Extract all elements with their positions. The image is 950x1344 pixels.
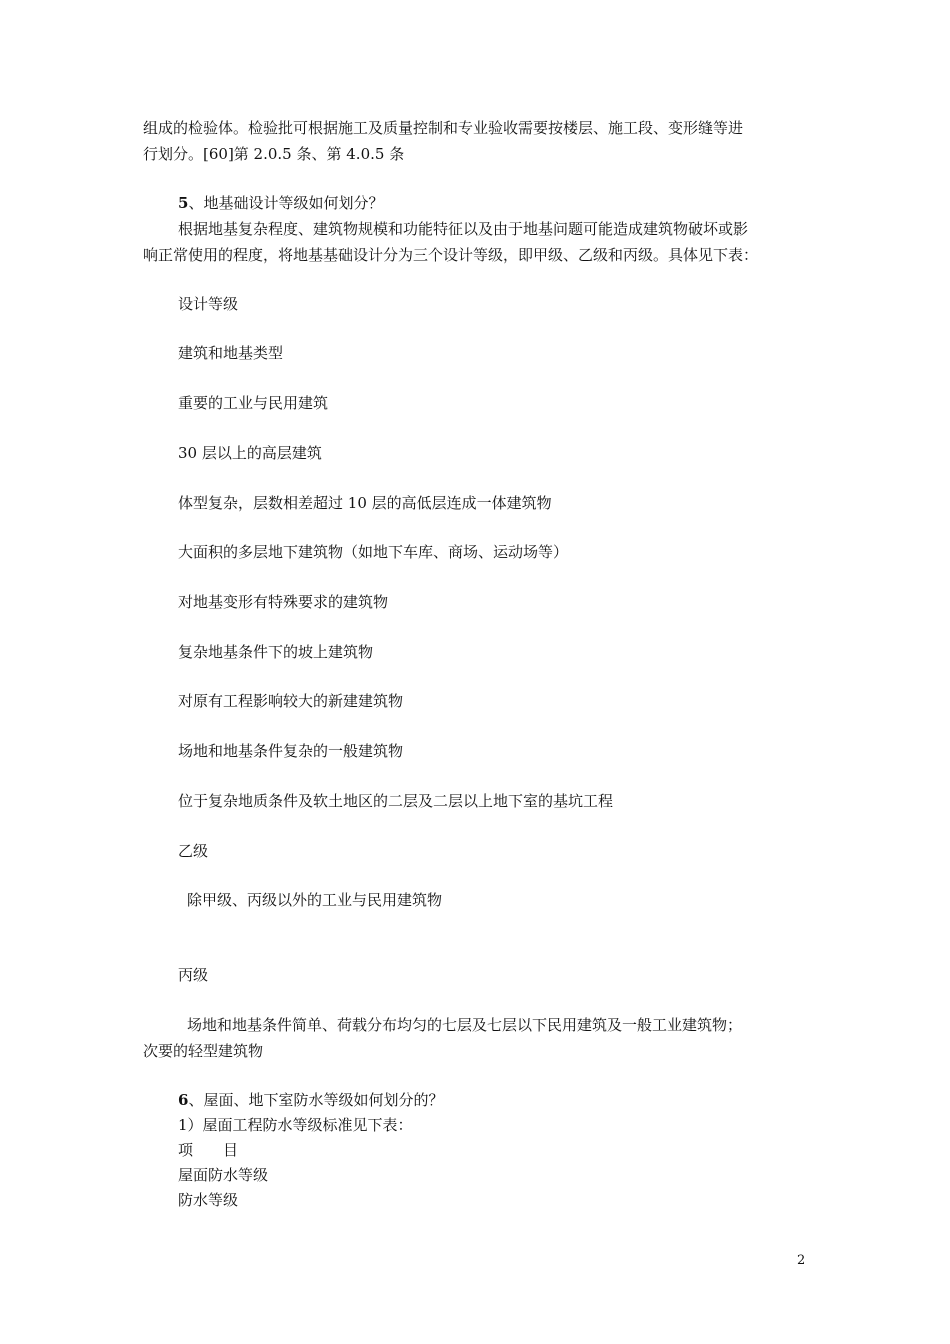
table-cell: 次要的轻型建筑物 bbox=[143, 1042, 264, 1060]
table-cell: 位于复杂地质条件及软土地区的二层及二层以上地下室的基坑工程 bbox=[178, 792, 614, 810]
table-cell: 乙级 bbox=[178, 842, 209, 860]
table-cell: 防水等级 bbox=[178, 1191, 239, 1209]
question-number: 6 bbox=[178, 1091, 189, 1109]
table-cell: 对原有工程影响较大的新建建筑物 bbox=[178, 692, 404, 710]
question-text: 、地基础设计等级如何划分？ bbox=[188, 194, 384, 212]
question-5-heading bbox=[178, 192, 383, 214]
table-cell: 除甲级、丙级以外的工业与民用建筑物 bbox=[187, 891, 443, 909]
table-cell: 30 层以上的高层建筑 bbox=[178, 444, 322, 462]
table-cell: 对地基变形有特殊要求的建筑物 bbox=[178, 593, 389, 611]
table-cell: 建筑和地基类型 bbox=[178, 344, 284, 362]
page-number: 2 bbox=[797, 1253, 806, 1268]
table-cell: 丙级 bbox=[178, 966, 209, 984]
paragraph-line: 响正常使用的程度，将地基基础设计分为三个设计等级，即甲级、乙级和丙级。具体见下表： bbox=[143, 246, 759, 264]
table-cell: 重要的工业与民用建筑 bbox=[178, 394, 329, 412]
table-cell: 场地和地基条件复杂的一般建筑物 bbox=[178, 742, 404, 760]
table-cell: 设计等级 bbox=[178, 295, 239, 313]
table-cell: 项 目 bbox=[178, 1141, 239, 1159]
question-number: 5 bbox=[178, 194, 189, 212]
paragraph-line: 根据地基复杂程度、建筑物规模和功能特征以及由于地基问题可能造成建筑物破坏或影 bbox=[178, 220, 749, 238]
table-cell: 场地和地基条件简单、荷载分布均匀的七层及七层以下民用建筑及一般工业建筑物； bbox=[187, 1016, 743, 1034]
paragraph-line: 1）屋面工程防水等级标准见下表： bbox=[178, 1116, 413, 1134]
question-text: 、屋面、地下室防水等级如何划分的？ bbox=[188, 1091, 444, 1109]
table-cell: 屋面防水等级 bbox=[178, 1166, 269, 1184]
table-cell: 复杂地基条件下的坡上建筑物 bbox=[178, 643, 374, 661]
paragraph-line: 行划分。[60]第 2.0.5 条、第 4.0.5 条 bbox=[143, 145, 405, 163]
question-6-heading bbox=[178, 1089, 443, 1111]
table-cell: 大面积的多层地下建筑物（如地下车库、商场、运动场等） bbox=[178, 543, 569, 561]
table-cell: 体型复杂，层数相差超过 10 层的高低层连成一体建筑物 bbox=[178, 494, 552, 512]
paragraph-line: 组成的检验体。检验批可根据施工及质量控制和专业验收需要按楼层、施工段、变形缝等进 bbox=[143, 119, 744, 137]
